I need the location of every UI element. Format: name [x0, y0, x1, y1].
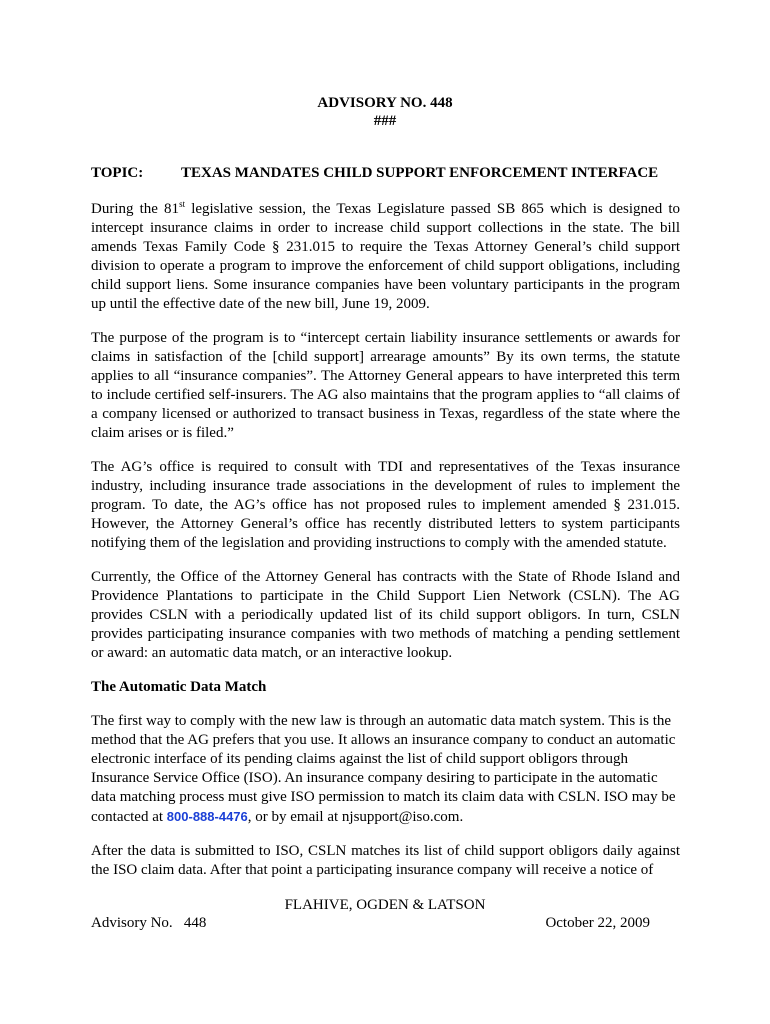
document-body — [91, 200, 680, 895]
advisory-title: ADVISORY NO. 448 — [317, 95, 453, 111]
topic-line — [91, 164, 691, 182]
section-heading: The Automatic Data Match — [91, 679, 267, 695]
advisory-marker: ### — [373, 113, 397, 129]
paragraph-ag-office: The AG’s office is required to consult with TDI and representatives of the Texas insurance industry, including insurance trade associations in the development of rules to implement the program. To date, the AG’s office has not proposed rules to implement amended § 231.015. However, the Attorney General’s office has recently distributed letters to system participants notifying them of the legislation and providing instructions to comply with the amended statute. — [91, 459, 680, 551]
topic-text: TEXAS MANDATES CHILD SUPPORT ENFORCEMENT INTERFACE — [181, 165, 659, 181]
paragraph-purpose: The purpose of the program is to “intercept certain liability insurance settlements or awards for claims in satisfaction of the [child support] arrearage amounts” By its own terms, the statute applies to all “insurance companies”. The Attorney General appears to have interpreted this term to include certified self-insurers. The AG also maintains that the program applies to “all claims of a company licensed or authorized to transact business in Texas, regardless of the state where the claim arises or is filed.” — [91, 330, 680, 441]
paragraph-automatic-match — [91, 712, 680, 827]
topic-label: TOPIC: — [91, 165, 144, 181]
paragraph-automatic-match-rest: , or by email at njsupport@iso.com. — [247, 809, 464, 825]
paragraph-after-data: After the data is submitted to ISO, CSLN matches its list of child support obligors daily against the ISO claim data. After that point a participating insurance company will receive a notice of — [91, 843, 680, 878]
paragraph-automatic-match-lead: The first way to comply with the new law is through an automatic data match system. This is the method that the AG prefers that you use. It allows an insurance company to conduct an automatic electronic interface of its pending claims against the list of child support obligors through Insurance Service Office (ISO). An insurance company desiring to participate in the automatic data matching process must give ISO permission to match its claim data with CSLN. ISO may be contacted at — [91, 713, 676, 825]
phone-link[interactable]: 800-888-4476 — [166, 809, 248, 824]
footer-date: October 22, 2009 — [545, 915, 650, 931]
footer-firm-name: FLAHIVE, OGDEN & LATSON — [284, 897, 486, 913]
paragraph-intro-rest: legislative session, the Texas Legislature passed SB 865 which is designed to intercept insurance claims in order to increase child support collections in the state. The bill amends Texas Family Code § 231.015 to require the Texas Attorney General’s child support division to operate a program to improve the enforcement of child support obligations, including child support liens. Some insurance companies have been voluntary participants in the program up until the effective date of the new bill, June 19, 2009. — [91, 201, 680, 312]
advisory-header — [0, 94, 770, 130]
paragraph-currently: Currently, the Office of the Attorney General has contracts with the State of Rhode Island and Providence Plantations to participate in the Child Support Lien Network (CSLN). The AG provides CSLN with a periodically updated list of its child support obligors. In turn, CSLN provides participating insurance companies with two methods of matching a pending settlement or award: an automatic data match, or an interactive lookup. — [91, 569, 680, 661]
paragraph-intro — [91, 200, 680, 314]
footer-advisory-number: Advisory No. 448 — [91, 915, 207, 931]
paragraph-intro-lead: During the 81 — [91, 201, 180, 217]
ordinal-superscript: st — [179, 199, 186, 209]
